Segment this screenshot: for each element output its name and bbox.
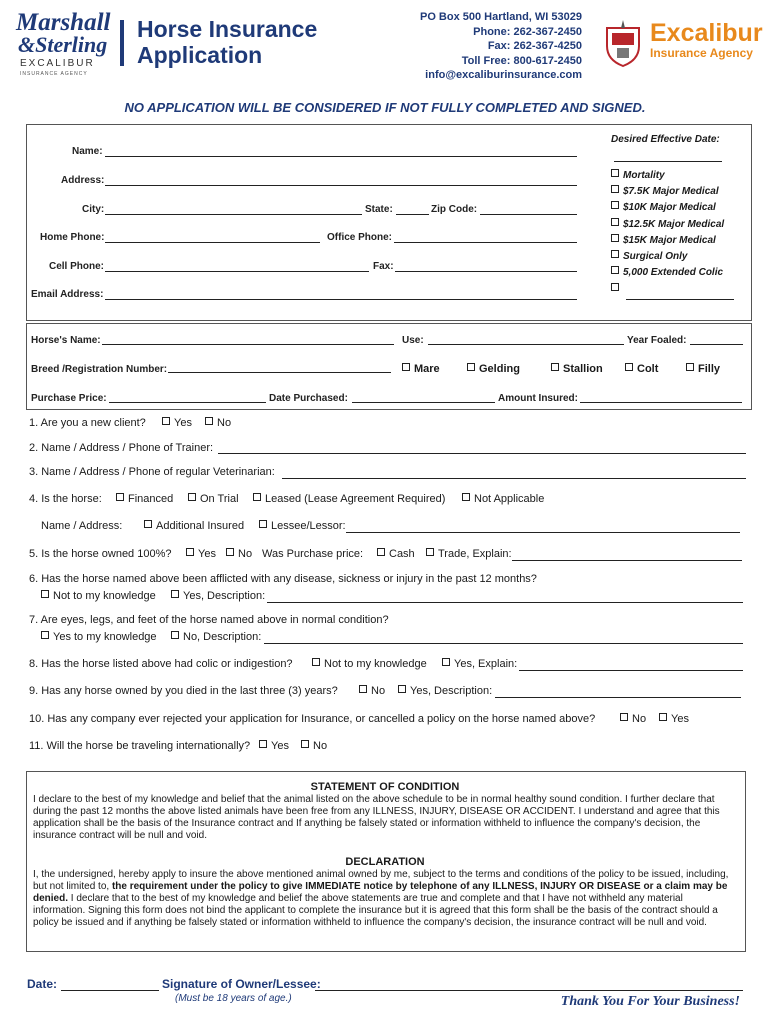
coverage-option-label: $7.5K Major Medical (623, 186, 719, 197)
q9-no-label: No (371, 685, 386, 697)
q6-notknow-option[interactable] (41, 590, 156, 602)
checkbox-icon[interactable] (186, 548, 194, 556)
q10-yes-option[interactable] (659, 713, 689, 725)
q10-no-label: No (632, 713, 647, 725)
checkbox-icon[interactable] (253, 493, 261, 501)
checkbox-icon[interactable] (312, 658, 320, 666)
address-label: Address: (61, 175, 105, 186)
use-input-line[interactable] (428, 344, 624, 345)
q8-input-line[interactable] (519, 670, 743, 671)
sex-gelding-option[interactable] (467, 363, 520, 375)
checkbox-icon[interactable] (205, 417, 213, 425)
signature-label: Signature of Owner/Lessee: (162, 977, 321, 991)
breed-label: Breed /Registration Number: (31, 364, 168, 375)
coverage-option-label: Mortality (623, 170, 665, 181)
q5-trade-option[interactable] (426, 548, 512, 560)
logo-agency-text: INSURANCE AGENCY (20, 71, 88, 77)
q8-text: 8. Has the horse listed above had colic or indigestion? (29, 658, 293, 670)
q8-notknow-label: Not to my knowledge (324, 658, 427, 670)
checkbox-icon[interactable] (188, 493, 196, 501)
marshall-sterling-logo (16, 10, 116, 76)
checkbox-icon[interactable] (611, 283, 619, 291)
email-label: Email Address: (31, 289, 104, 300)
form-title (137, 16, 317, 68)
q9-yes-option[interactable] (398, 685, 492, 697)
date-purchased-label: Date Purchased: (269, 393, 348, 404)
coverage-option-label: Surgical Only (623, 251, 688, 262)
thank-you-message: Thank You For Your Business! (560, 994, 740, 1009)
q4-lessee-label: Lessee/Lessor: (271, 520, 346, 532)
date-input-line[interactable] (61, 990, 159, 991)
coverage-option-surgical[interactable] (611, 250, 687, 262)
contact-fax: Fax: 262-367-4250 (487, 40, 582, 52)
contact-toll-free: Toll Free: 800-617-2450 (461, 54, 582, 67)
sex-mare-option[interactable] (402, 363, 440, 375)
q10-yes-label: Yes (671, 713, 689, 725)
q4-na-label: Not Applicable (474, 493, 545, 505)
q10-text: 10. Has any company ever rejected your application for Insurance, or cancelled a policy on the horse named above? (29, 713, 596, 725)
sex-gelding-label: Gelding (479, 363, 520, 375)
coverage-option-mortality[interactable] (611, 169, 665, 181)
sex-stallion-label: Stallion (563, 363, 603, 375)
zip-input-line[interactable] (480, 214, 577, 215)
home-phone-label: Home Phone: (40, 232, 105, 243)
q9-text: 9. Has any horse owned by you died in the last three (3) years? (29, 685, 338, 697)
city-label: City: (82, 204, 105, 215)
q5-yes-option[interactable] (186, 548, 216, 560)
declaration-text-part1: I, the undersigned, hereby apply to insure the above mentioned animal owned by me, subject to the terms and conditions of the policy to be issued, including, but not limited to, (33, 869, 729, 892)
sex-mare-label: Mare (414, 363, 440, 375)
use-label: Use: (402, 335, 424, 346)
q1-yes-option[interactable] (162, 417, 192, 429)
amount-insured-label: Amount Insured: (498, 393, 578, 404)
email-input-line[interactable] (105, 299, 577, 300)
q4-name-address-label: Name / Address: (41, 520, 123, 532)
q9-yes-label: Yes, Description: (410, 685, 493, 697)
sex-colt-label: Colt (637, 363, 659, 375)
q3-input-line[interactable] (282, 478, 746, 479)
q7-text: 7. Are eyes, legs, and feet of the horse named above in normal condition? (29, 614, 389, 626)
coverage-option-15k[interactable] (611, 234, 716, 246)
header-divider (120, 20, 124, 66)
declaration-text-bold: the requirement under the policy to give IMMEDIATE notice by telephone of any ILLNESS, INJURY OR DISEASE or a claim may be denied. (33, 881, 728, 904)
q5-trade-label: Trade, Explain: (438, 548, 512, 560)
checkbox-icon[interactable] (462, 493, 470, 501)
q1-yes-label: Yes (174, 417, 192, 429)
declaration-text-part2: I declare that to the best of my knowledge and belief the above statements are true and complete and that I have not withheld any material information. Signing this form does not bind the applicant to complete the insurance but it is agreed that this form shall be the basis of the contract should a policy be issued and if anything be falsely stated or information withheld to influence the company's decision, the insurance contract will be null and void. (33, 893, 718, 928)
q5-cash-label: Cash (389, 548, 415, 560)
checkbox-icon[interactable] (551, 363, 559, 371)
checkbox-icon[interactable] (116, 493, 124, 501)
coverage-option-other[interactable] (611, 283, 623, 295)
checkbox-icon[interactable] (144, 520, 152, 528)
statement-title: STATEMENT OF CONDITION (310, 781, 460, 793)
checkbox-icon[interactable] (611, 218, 619, 226)
contact-phone: Phone: 262-367-2450 (473, 25, 582, 38)
checkbox-icon[interactable] (611, 201, 619, 209)
checkbox-icon[interactable] (611, 266, 619, 274)
q11-yes-label: Yes (271, 740, 289, 752)
checkbox-icon[interactable] (625, 363, 633, 371)
checkbox-icon[interactable] (41, 590, 49, 598)
coverage-option-7-5k[interactable] (611, 185, 719, 197)
fax-input-line[interactable] (395, 271, 577, 272)
sex-filly-option[interactable] (686, 363, 720, 375)
q11-no-label: No (313, 740, 328, 752)
q4-leased-label: Leased (Lease Agreement Required) (265, 493, 446, 505)
office-phone-input-line[interactable] (394, 242, 577, 243)
state-label: State: (365, 204, 393, 215)
coverage-option-10k[interactable] (611, 201, 716, 213)
sex-stallion-option[interactable] (551, 363, 603, 375)
q10-no-option[interactable] (620, 713, 646, 725)
q4-additional-option[interactable] (144, 520, 244, 532)
checkbox-icon[interactable] (611, 250, 619, 258)
contact-address: PO Box 500 Hartland, WI 53029 (419, 11, 582, 23)
office-phone-label: Office Phone: (327, 232, 393, 243)
q4-ontrial-option[interactable] (188, 493, 239, 505)
q7-no-option[interactable] (171, 631, 261, 643)
checkbox-icon[interactable] (686, 363, 694, 371)
q1-no-option[interactable] (205, 417, 231, 429)
q6-yes-option[interactable] (171, 590, 265, 602)
brand-sub: Insurance Agency (650, 46, 753, 60)
age-note: (Must be 18 years of age.) (175, 993, 292, 1004)
logo-marshall-text: Marshall (16, 9, 111, 36)
brand-name: Excalibur (650, 19, 763, 47)
logo-excalibur-text: EXCALIBUR (20, 58, 95, 69)
purchase-price-label: Purchase Price: (31, 393, 107, 404)
checkbox-icon[interactable] (259, 520, 267, 528)
q8-notknow-option[interactable] (312, 658, 427, 670)
form-title-line1: Horse Insurance (137, 16, 318, 42)
checkbox-icon[interactable] (359, 685, 367, 693)
coverage-option-colic[interactable] (611, 266, 723, 278)
q6-notknow-label: Not to my knowledge (53, 590, 156, 602)
excalibur-crest-icon (603, 18, 643, 68)
home-phone-input-line[interactable] (105, 242, 320, 243)
checkbox-icon[interactable] (402, 363, 410, 371)
q8-yes-option[interactable] (442, 658, 517, 670)
q11-no-option[interactable] (301, 740, 327, 752)
sex-filly-label: Filly (698, 363, 721, 375)
q5-yes-label: Yes (198, 548, 216, 560)
checkbox-icon[interactable] (426, 548, 434, 556)
q4-text: 4. Is the horse: (29, 493, 102, 505)
q4-na-option[interactable] (462, 493, 544, 505)
name-input-line[interactable] (105, 156, 577, 157)
fax-label: Fax: (373, 261, 394, 272)
checkbox-icon[interactable] (611, 169, 619, 177)
q6-input-line[interactable] (267, 602, 743, 603)
year-foaled-label: Year Foaled: (627, 335, 687, 346)
sex-colt-option[interactable] (625, 363, 658, 375)
checkbox-icon[interactable] (620, 713, 628, 721)
q7-input-line[interactable] (264, 643, 743, 644)
checkbox-icon[interactable] (377, 548, 385, 556)
date-label: Date: (27, 977, 58, 991)
purchase-price-input-line[interactable] (109, 402, 266, 403)
q4-lessee-option[interactable] (259, 520, 346, 532)
coverage-option-12-5k[interactable] (611, 218, 724, 230)
state-input-line[interactable] (396, 214, 429, 215)
checkbox-icon[interactable] (259, 740, 267, 748)
q4-lessee-input-line[interactable] (346, 532, 740, 533)
q9-no-option[interactable] (359, 685, 385, 697)
cell-phone-label: Cell Phone: (49, 261, 105, 272)
form-title-line2: Application (137, 42, 263, 68)
q4-financed-label: Financed (128, 493, 174, 505)
checkbox-icon[interactable] (611, 234, 619, 242)
checkbox-icon[interactable] (162, 417, 170, 425)
date-purchased-input-line[interactable] (352, 402, 495, 403)
checkbox-icon[interactable] (226, 548, 234, 556)
logo-sterling-text: &Sterling (18, 32, 108, 57)
q1-text: 1. Are you a new client? (29, 417, 146, 429)
checkbox-icon[interactable] (41, 631, 49, 639)
declaration-text (33, 869, 735, 929)
year-foaled-input-line[interactable] (690, 344, 743, 345)
breed-input-line[interactable] (168, 372, 391, 373)
q5-price-label: Was Purchase price: (262, 548, 364, 560)
q3-text: 3. Name / Address / Phone of regular Veterinarian: (29, 466, 275, 478)
checkbox-icon[interactable] (171, 590, 179, 598)
effective-date-input-line[interactable] (614, 161, 722, 162)
q5-trade-input-line[interactable] (512, 560, 742, 561)
checkbox-icon[interactable] (171, 631, 179, 639)
q2-input-line[interactable] (218, 453, 746, 454)
q5-no-option[interactable] (226, 548, 252, 560)
coverage-option-label: $10K Major Medical (623, 202, 716, 213)
q6-text: 6. Has the horse named above been afflicted with any disease, sickness or injury in the past 12 months? (29, 573, 537, 585)
effective-date-label: Desired Effective Date: (611, 134, 720, 145)
checkbox-icon[interactable] (398, 685, 406, 693)
q4-ontrial-label: On Trial (200, 493, 239, 505)
horse-name-input-line[interactable] (102, 344, 394, 345)
q1-no-label: No (217, 417, 232, 429)
contact-info (420, 10, 582, 83)
q7-no-label: No, Description: (183, 631, 262, 643)
excalibur-brand (650, 20, 763, 60)
q4-leased-option[interactable] (253, 493, 445, 505)
statement-text: I declare to the best of my knowledge and belief that the animal listed on the above schedule to be in normal healthy sound condition. I further declare that during the past 12 months the above listed animals have been free from any ILLNESS, INJURY, DISEASE OR ACCIDENT. I understand and agree that this application shall be the basis of the Insurance contract and If anything be falsely stated or information withheld to influence the company's decision, the insurance contract will be null and void. (33, 794, 720, 841)
checkbox-icon[interactable] (659, 713, 667, 721)
amount-insured-input-line[interactable] (580, 402, 742, 403)
declaration-title: DECLARATION (345, 856, 425, 868)
q6-yes-label: Yes, Description: (183, 590, 266, 602)
contact-email[interactable]: info@excaliburinsurance.com (425, 69, 582, 81)
coverage-other-input-line[interactable] (626, 299, 734, 300)
checkbox-icon[interactable] (442, 658, 450, 666)
checkbox-icon[interactable] (611, 185, 619, 193)
q11-text: 11. Will the horse be traveling internationally? (29, 740, 251, 752)
city-input-line[interactable] (105, 214, 362, 215)
q7-yes-label: Yes to my knowledge (53, 631, 157, 643)
q9-input-line[interactable] (495, 697, 741, 698)
horse-name-label: Horse's Name: (31, 335, 101, 346)
signature-input-line[interactable] (315, 990, 743, 991)
zip-label: Zip Code: (431, 204, 478, 215)
address-input-line[interactable] (105, 185, 577, 186)
q8-yes-label: Yes, Explain: (454, 658, 518, 670)
q11-yes-option[interactable] (259, 740, 289, 752)
checkbox-icon[interactable] (301, 740, 309, 748)
q4-additional-label: Additional Insured (156, 520, 245, 532)
q7-yes-option[interactable] (41, 631, 157, 643)
q4-financed-option[interactable] (116, 493, 173, 505)
cell-phone-input-line[interactable] (105, 271, 369, 272)
q5-text: 5. Is the horse owned 100%? (29, 548, 172, 560)
coverage-option-label: $12.5K Major Medical (623, 219, 725, 230)
checkbox-icon[interactable] (467, 363, 475, 371)
q5-no-label: No (238, 548, 253, 560)
coverage-option-label: 5,000 Extended Colic (623, 267, 724, 278)
notice-banner: NO APPLICATION WILL BE CONSIDERED IF NOT FULLY COMPLETED AND SIGNED. (124, 100, 646, 115)
q2-text: 2. Name / Address / Phone of Trainer: (29, 442, 214, 454)
coverage-option-label: $15K Major Medical (623, 235, 716, 246)
q5-cash-option[interactable] (377, 548, 415, 560)
name-label: Name: (72, 146, 103, 157)
